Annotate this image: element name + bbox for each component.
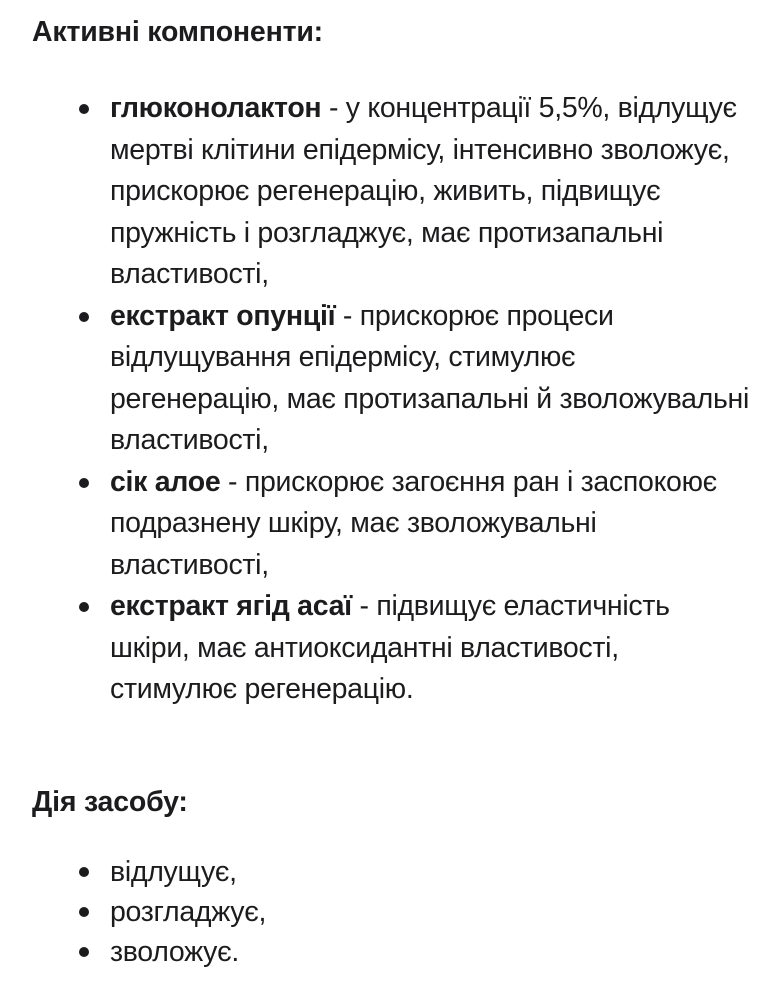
product-action-heading: Дія засобу: <box>32 786 188 818</box>
component-description: - у концентрації 5,5%, відлущує мертві клітини епідермісу, інтенсивно зволожує, прискорює регенерацію, живить, підвищує пружність і розгладжує, має протизапальні властивості, <box>110 92 737 290</box>
bullet-icon <box>79 947 89 957</box>
list-item <box>0 88 774 296</box>
action-text: розгладжує, <box>110 896 267 928</box>
component-description: - прискорює процеси відлущування епідермісу, стимулює регенерацію, має протизапальні й зволожувальні властивості, <box>110 299 750 456</box>
bullet-icon <box>79 602 89 612</box>
bullet-icon <box>79 104 89 114</box>
component-name: сік алое <box>110 465 221 498</box>
component-name: екстракт ягід асаї <box>110 590 352 622</box>
active-components-heading: Активні компоненти: <box>32 16 323 48</box>
active-components-list <box>0 88 774 711</box>
action-text: відлущує, <box>110 856 237 888</box>
component-description: - прискорює загоєння ран і заспокоює подразнену шкіру, має зволожувальні властивості, <box>110 465 717 581</box>
bullet-icon <box>79 478 89 488</box>
product-action-list <box>0 852 774 972</box>
list-item <box>0 932 774 972</box>
bullet-icon <box>79 907 89 917</box>
list-item <box>0 586 774 711</box>
component-description: - підвищує еластичність шкіри, має антиоксидантні властивості, стимулює регенерацію. <box>110 590 670 705</box>
action-text: зволожує. <box>110 936 239 968</box>
component-name: глюконолактон <box>110 92 322 124</box>
bullet-icon <box>79 312 89 322</box>
list-item <box>0 462 774 587</box>
component-name: екстракт опунції <box>110 299 336 332</box>
list-item <box>0 892 774 932</box>
list-item <box>0 296 774 462</box>
list-item <box>0 852 774 892</box>
bullet-icon <box>79 867 89 877</box>
